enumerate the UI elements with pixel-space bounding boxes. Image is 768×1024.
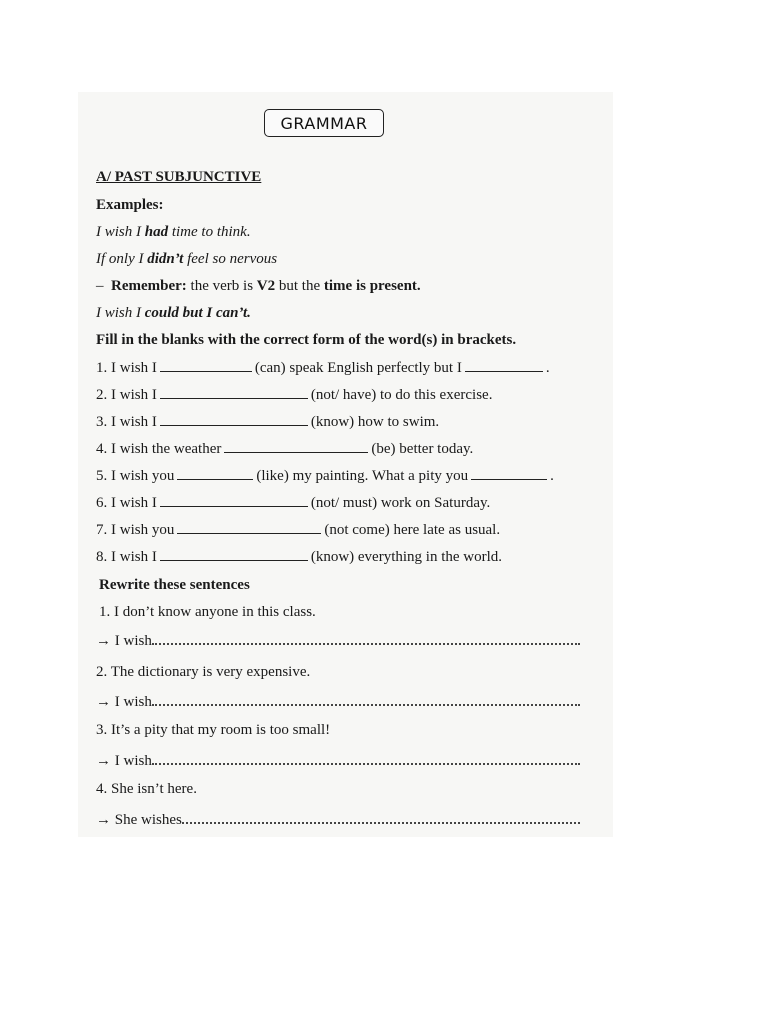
fill-item-6: 6. I wish I (not/ must) work on Saturday. bbox=[96, 495, 491, 511]
answer-blank[interactable] bbox=[160, 413, 308, 426]
section-heading: A/ PAST SUBJUNCTIVE bbox=[96, 169, 262, 185]
example-sentence-3: I wish I could but I can’t. bbox=[96, 305, 251, 321]
rewrite-instruction: Rewrite these sentences bbox=[99, 577, 250, 593]
fill-item-5: 5. I wish you (like) my painting. What a pity you . bbox=[96, 468, 554, 484]
rewrite-sentence-2: 2. The dictionary is very expensive. bbox=[96, 664, 311, 680]
answer-blank[interactable] bbox=[160, 494, 308, 507]
answer-dotted-line[interactable] bbox=[152, 691, 580, 706]
rewrite-answer-1: → I wish bbox=[96, 630, 580, 650]
remember-note: – Remember: the verb is V2 but the time is present. bbox=[96, 278, 421, 294]
example-sentence-2: If only I didn’t feel so nervous bbox=[96, 251, 278, 267]
answer-dotted-line[interactable] bbox=[182, 809, 580, 824]
answer-blank[interactable] bbox=[160, 548, 308, 561]
answer-blank[interactable] bbox=[177, 467, 253, 480]
rewrite-sentence-4: 4. She isn’t here. bbox=[96, 781, 197, 797]
answer-blank[interactable] bbox=[160, 359, 252, 372]
examples-label: Examples: bbox=[96, 197, 164, 213]
rewrite-answer-2: → I wish bbox=[96, 691, 580, 711]
answer-blank[interactable] bbox=[177, 521, 321, 534]
fill-item-7: 7. I wish you (not come) here late as usual. bbox=[96, 522, 501, 538]
fill-item-3: 3. I wish I (know) how to swim. bbox=[96, 414, 440, 430]
example-sentence-1: I wish I had time to think. bbox=[96, 224, 251, 240]
answer-blank[interactable] bbox=[465, 359, 543, 372]
fill-item-1: 1. I wish I (can) speak English perfectly but I . bbox=[96, 360, 550, 376]
rewrite-answer-3: → I wish bbox=[96, 750, 580, 770]
fill-item-4: 4. I wish the weather (be) better today. bbox=[96, 441, 474, 457]
fill-item-8: 8. I wish I (know) everything in the world. bbox=[96, 549, 503, 565]
answer-blank[interactable] bbox=[224, 440, 368, 453]
rewrite-answer-4: → She wishes bbox=[96, 809, 580, 829]
fill-instruction: Fill in the blanks with the correct form of the word(s) in brackets. bbox=[96, 332, 517, 348]
answer-dotted-line[interactable] bbox=[152, 750, 580, 765]
rewrite-sentence-1: 1. I don’t know anyone in this class. bbox=[99, 604, 316, 620]
answer-blank[interactable] bbox=[471, 467, 547, 480]
fill-item-2: 2. I wish I (not/ have) to do this exercise. bbox=[96, 387, 493, 403]
answer-blank[interactable] bbox=[160, 386, 308, 399]
rewrite-sentence-3: 3. It’s a pity that my room is too small! bbox=[96, 722, 331, 738]
answer-dotted-line[interactable] bbox=[152, 630, 580, 645]
grammar-title: GRAMMAR bbox=[264, 109, 384, 137]
